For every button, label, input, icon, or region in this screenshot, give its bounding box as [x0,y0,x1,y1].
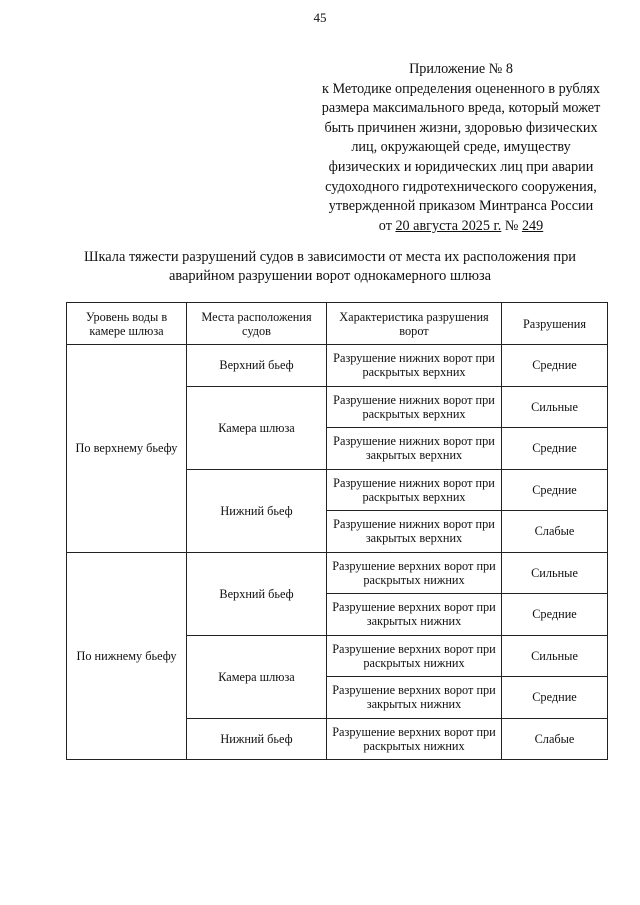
characteristic-cell: Разрушение верхних ворот при закрытых нижних [327,677,502,719]
order-date-line [300,217,622,237]
appendix-line: судоходного гидротехнического сооружения, [325,178,597,195]
characteristic-cell: Разрушение верхних ворот при раскрытых нижних [327,718,502,760]
location-cell: Камера шлюза [187,386,327,469]
title-line: аварийном разрушении ворот однокамерного шлюза [168,268,492,284]
table-row [67,345,608,387]
appendix-line: физических и юридических лиц при аварии [328,158,594,175]
damage-cell: Средние [502,469,608,511]
table-title [70,248,590,286]
characteristic-cell: Разрушение нижних ворот при закрытых верхних [327,428,502,470]
appendix-line: к Методике определения оцененного в рублях [322,80,600,97]
water-level-cell: По верхнему бьефу [67,345,187,553]
damage-cell: Средние [502,428,608,470]
order-number-label: № [504,217,519,234]
characteristic-cell: Разрушение верхних ворот при закрытых нижних [327,594,502,636]
damage-scale-table [66,302,608,760]
appendix-line: быть причинен жизни, здоровью физических [324,119,598,136]
damage-cell: Сильные [502,552,608,594]
damage-cell: Слабые [502,718,608,760]
damage-cell: Сильные [502,386,608,428]
page-number: 45 [313,10,327,25]
location-cell: Нижний бьеф [187,469,327,552]
damage-cell: Сильные [502,635,608,677]
damage-cell: Слабые [502,511,608,553]
location-cell: Верхний бьеф [187,345,327,387]
water-level-cell: По нижнему бьефу [67,552,187,760]
header-vessel-location: Места расположения судов [187,303,327,345]
appendix-heading: Приложение № 8 [409,61,513,77]
appendix-line: лиц, окружающей среде, имуществу [351,139,571,156]
location-cell: Камера шлюза [187,635,327,718]
order-number: 249 [521,217,544,234]
characteristic-cell: Разрушение верхних ворот при раскрытых нижних [327,552,502,594]
appendix-line: утвержденной приказом Минтранса России [328,198,594,215]
order-from-label: от [378,217,392,234]
header-damage: Разрушения [502,303,608,345]
table-row [67,552,608,594]
table-header-row [67,303,608,345]
characteristic-cell: Разрушение нижних ворот при закрытых верхних [327,511,502,553]
header-water-level: Уровень воды в камере шлюза [67,303,187,345]
title-line: Шкала тяжести разрушений судов в зависимости от места их расположения при [83,249,576,265]
characteristic-cell: Разрушение нижних ворот при раскрытых верхних [327,469,502,511]
characteristic-cell: Разрушение нижних ворот при раскрытых верхних [327,386,502,428]
appendix-block [300,60,622,236]
order-date: 20 августа 2025 г. [395,217,502,234]
damage-cell: Средние [502,594,608,636]
damage-cell: Средние [502,345,608,387]
characteristic-cell: Разрушение нижних ворот при раскрытых верхних [327,345,502,387]
appendix-line: размера максимального вреда, который может [321,100,601,117]
location-cell: Верхний бьеф [187,552,327,635]
header-gate-characteristic: Характеристика разрушения ворот [327,303,502,345]
characteristic-cell: Разрушение верхних ворот при раскрытых нижних [327,635,502,677]
location-cell: Нижний бьеф [187,718,327,760]
damage-cell: Средние [502,677,608,719]
